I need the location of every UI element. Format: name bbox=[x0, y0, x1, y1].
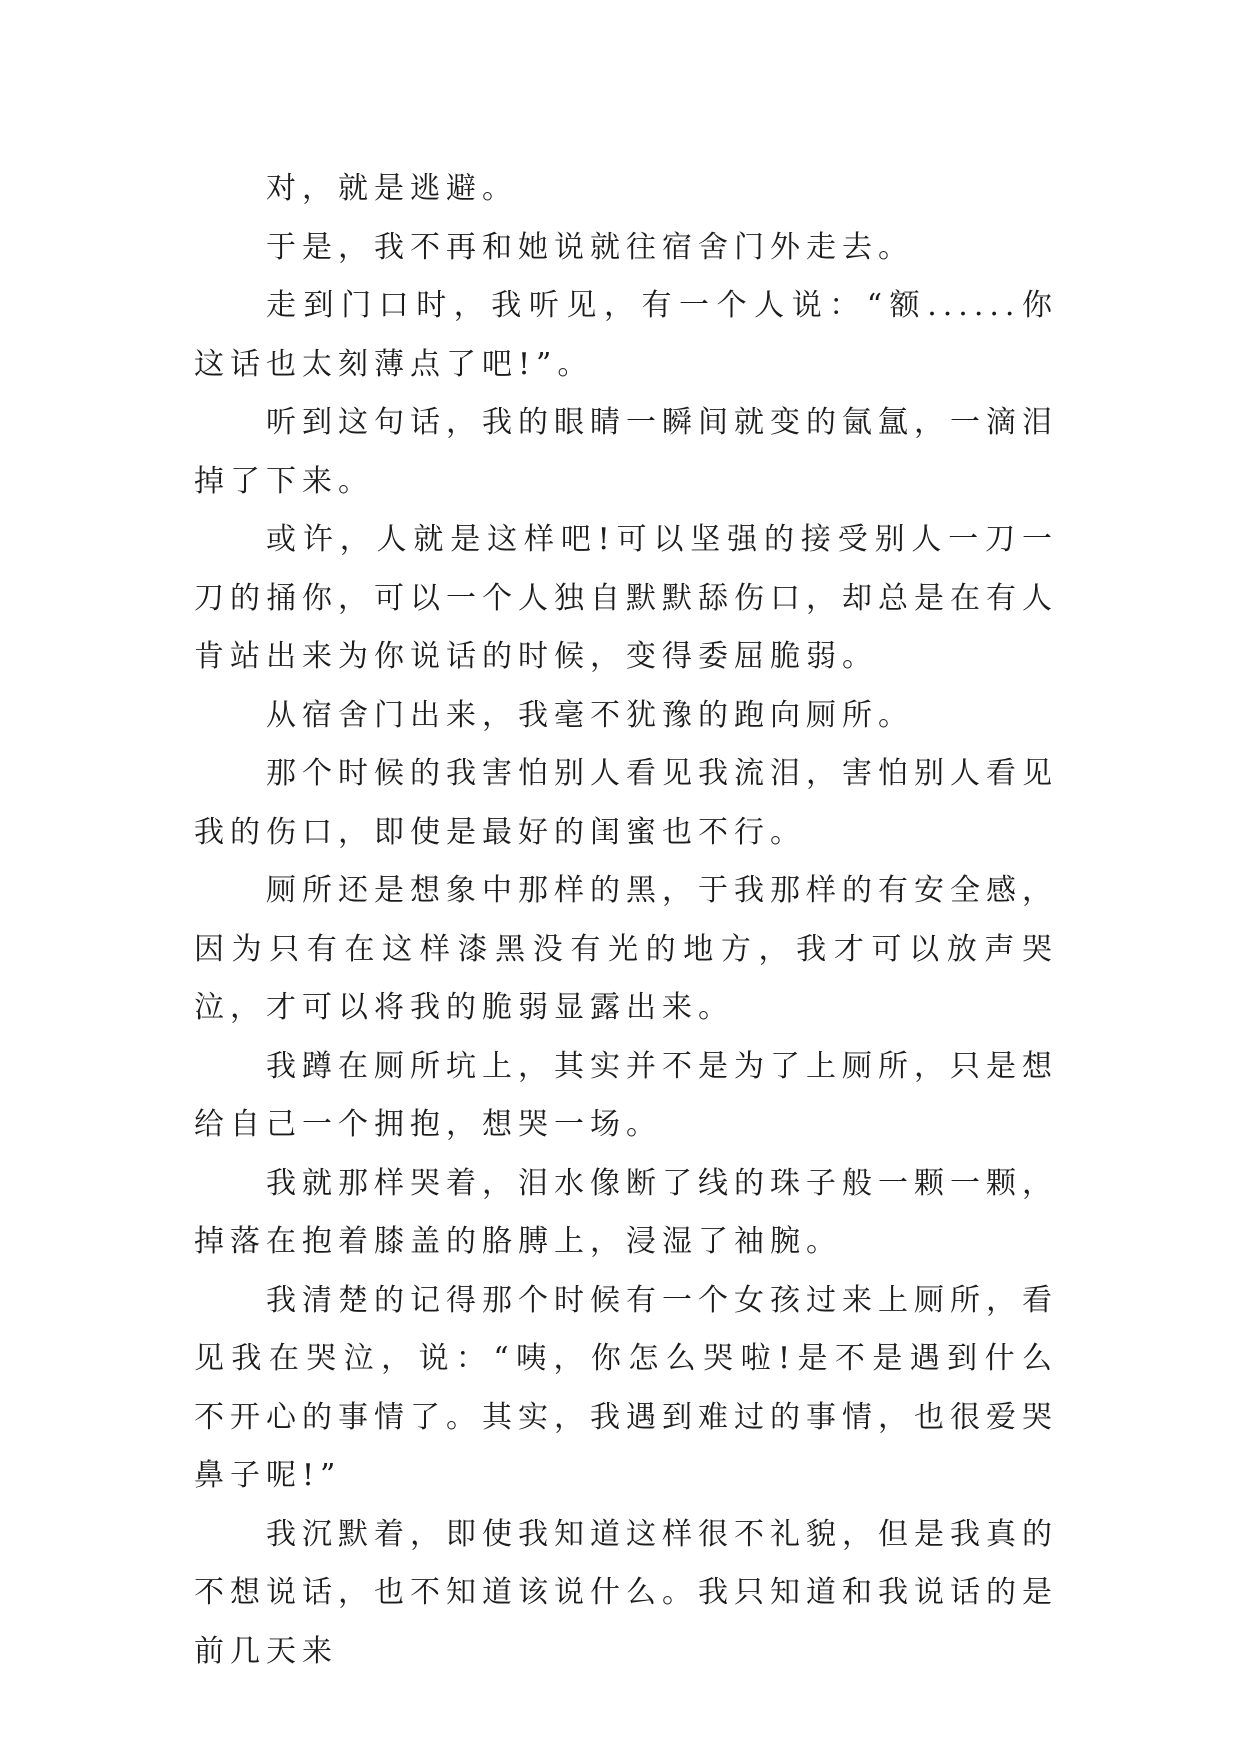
paragraph: 听到这句话，我的眼睛一瞬间就变的氤氲，一滴泪掉了下来。 bbox=[194, 405, 1058, 499]
paragraph: 走到门口时，我听见，有一个人说：“额......你这话也太刻薄点了吧!”。 bbox=[194, 288, 1058, 382]
paragraph: 那个时候的我害怕别人看见我流泪，害怕别人看见我的伤口，即使是最好的闺蜜也不行。 bbox=[194, 756, 1058, 850]
paragraph: 或许，人就是这样吧!可以坚强的接受别人一刀一刀的捅你，可以一个人独自默默舔伤口，却总是在有人肯站出来为你说话的时候，变得委屈脆弱。 bbox=[194, 522, 1058, 674]
paragraph: 从宿舍门出来，我毫不犹豫的跑向厕所。 bbox=[266, 697, 914, 733]
paragraph: 于是，我不再和她说就往宿舍门外走去。 bbox=[266, 229, 914, 265]
paragraph: 我清楚的记得那个时候有一个女孩过来上厕所，看见我在哭泣，说：“咦，你怎么哭啦!是不是遇到什么不开心的事情了。其实，我遇到难过的事情，也很爱哭鼻子呢!” bbox=[194, 1282, 1058, 1493]
paragraph: 我就那样哭着，泪水像断了线的珠子般一颗一颗，掉落在抱着膝盖的胳膊上，浸湿了袖腕。 bbox=[194, 1165, 1058, 1259]
paragraph: 厕所还是想象中那样的黑，于我那样的有安全感，因为只有在这样漆黑没有光的地方，我才可以放声哭泣，才可以将我的脆弱显露出来。 bbox=[194, 873, 1058, 1025]
paragraph: 我蹲在厕所坑上，其实并不是为了上厕所，只是想给自己一个拥抱，想哭一场。 bbox=[194, 1048, 1058, 1142]
paragraph: 对，就是逃避。 bbox=[266, 171, 518, 206]
paragraph: 我沉默着，即使我知道这样很不礼貌，但是我真的不想说话，也不知道该说什么。我只知道和我说话的是前几天来 bbox=[194, 1516, 1058, 1669]
document-body bbox=[194, 160, 1058, 1681]
